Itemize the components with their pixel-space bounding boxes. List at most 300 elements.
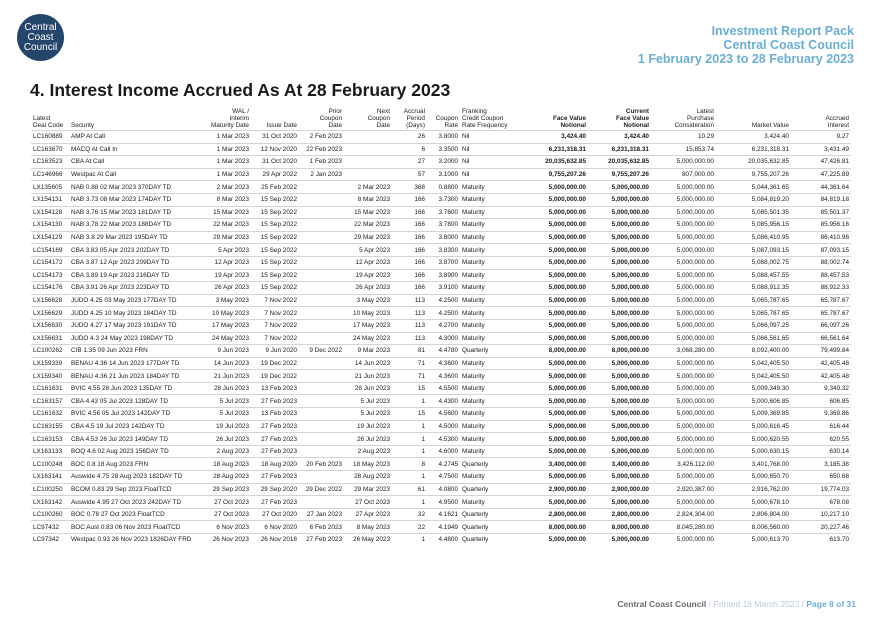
cell-maturity-date: 2 Aug 2023 [216, 448, 249, 456]
cell-next-coupon-date: 26 Jul 2023 [356, 435, 390, 443]
cell-security: BVIC 4.56 05 Jul 2023 142DAY TD [71, 410, 171, 418]
cell-security: NAB 0.88 02 Mar 2023 370DAY TD [71, 183, 172, 191]
col-prior-coupon: Prior Coupon Date [319, 108, 342, 129]
cell-accrued-interest: 616.44 [829, 422, 849, 430]
cell-current-face-value: 5,000,000.00 [611, 334, 649, 342]
cell-coupon-frequency: Maturity [462, 246, 485, 254]
cell-security: CBA 4.53 26 Jul 2023 149DAY TD [71, 435, 168, 443]
cell-market-value: 6,231,318.31 [751, 145, 789, 153]
cell-purchase-consideration: 807,000.00 [682, 171, 714, 179]
cell-issue-date: 27 Feb 2023 [261, 435, 297, 443]
cell-market-value: 5,087,093.15 [751, 246, 789, 254]
cell-accrued-interest: 65,787.67 [820, 309, 849, 317]
cell-current-face-value: 5,000,000.00 [611, 208, 649, 216]
cell-issue-date: 29 Sep 2020 [260, 485, 297, 493]
cell-coupon-frequency: Maturity [462, 410, 485, 418]
cell-accrual-days: 113 [414, 309, 425, 317]
cell-accrued-interest: 620.55 [829, 435, 849, 443]
cell-prior-coupon-date [299, 181, 344, 194]
table-row [31, 269, 851, 282]
cell-security: CBA 3.91 26 Apr 2023 223DAY TD [71, 284, 170, 292]
cell-security: MACQ At Call In [71, 145, 118, 153]
table-row [31, 231, 851, 244]
cell-purchase-consideration: 5,000,000.00 [676, 448, 714, 456]
cell-maturity-date: 1 Mar 2023 [216, 133, 249, 141]
cell-security: CBA 4.5 19 Jul 2023 142DAY TD [71, 422, 165, 430]
col-maturity-date: WAL / Interim Maturity Date [210, 108, 249, 129]
cell-purchase-consideration: 5,000,000.00 [676, 498, 714, 506]
cell-deal-code: LC154176 [33, 284, 63, 292]
col-market-value: Market Value [751, 122, 789, 129]
cell-accrued-interest: 86,410.96 [820, 234, 849, 242]
cell-purchase-consideration: 5,000,000.00 [676, 309, 714, 317]
cell-accrual-days: 26 [417, 133, 425, 141]
cell-next-coupon-date: 28 Aug 2023 [354, 473, 390, 481]
cell-security: BOC 0.8 18 Aug 2023 FRN [71, 460, 149, 468]
cell-maturity-date: 5 Jul 2023 [219, 410, 249, 418]
cell-accrued-interest: 88,912.33 [820, 284, 849, 292]
cell-next-coupon-date: 29 Mar 2023 [354, 234, 390, 242]
cell-next-coupon-date: 27 Apr 2023 [355, 511, 390, 519]
cell-face-value: 8,000,000.00 [548, 347, 586, 355]
cell-face-value: 5,000,000.00 [548, 498, 586, 506]
cell-security: NAB 3.8 29 Mar 2023 195DAY TD [71, 234, 168, 242]
cell-deal-code: LC97432 [33, 523, 59, 531]
cell-coupon-rate: 4.5300 [438, 435, 458, 443]
cell-coupon-rate: 3.8700 [438, 259, 458, 267]
cell-next-coupon-date: 19 Apr 2023 [355, 271, 390, 279]
cell-coupon-rate: 4.2500 [438, 309, 458, 317]
cell-coupon-rate: 4.0800 [438, 485, 458, 493]
cell-current-face-value: 5,000,000.00 [611, 536, 649, 543]
cell-current-face-value: 5,000,000.00 [611, 271, 649, 279]
cell-coupon-frequency: Maturity [462, 498, 485, 506]
col-face-value: Face Value Notional [552, 115, 586, 129]
cell-deal-code: LC154172 [33, 259, 63, 267]
cell-maturity-date: 3 May 2023 [215, 297, 249, 305]
cell-accrual-days: 166 [414, 259, 425, 267]
cell-maturity-date: 26 Jul 2023 [215, 435, 249, 443]
cell-prior-coupon-date: 1 Feb 2023 [309, 158, 342, 166]
table-row [31, 521, 851, 534]
table-row [31, 471, 851, 484]
cell-current-face-value: 3,424.40 [624, 133, 649, 141]
cell-coupon-rate: 4.4780 [438, 347, 458, 355]
cell-coupon-frequency: Maturity [462, 385, 485, 393]
cell-coupon-rate: 4.3000 [438, 334, 458, 342]
cell-prior-coupon-date [299, 219, 344, 232]
cell-coupon-rate: 3.8000 [438, 133, 458, 141]
cell-deal-code: LC163155 [33, 422, 63, 430]
cell-purchase-consideration: 2,824,304.00 [676, 511, 714, 519]
cell-security: CBA 3.87 12 Apr 2023 209DAY TD [71, 259, 170, 267]
cell-maturity-date: 29 Sep 2023 [212, 485, 249, 493]
cell-market-value: 5,000,606.85 [751, 397, 789, 405]
cell-deal-code: LC146966 [33, 171, 63, 179]
cell-issue-date: 13 Feb 2023 [261, 385, 297, 393]
cell-next-coupon-date: 9 Mar 2023 [357, 347, 390, 355]
cell-next-coupon-date: 10 May 2023 [353, 309, 390, 317]
cell-accrued-interest: 3,185.38 [824, 460, 849, 468]
cell-deal-code: LX156630 [33, 322, 63, 330]
cell-coupon-frequency: Maturity [462, 284, 485, 292]
cell-coupon-rate: 4.2745 [438, 460, 458, 468]
cell-coupon-rate: 3.2000 [438, 158, 458, 166]
cell-next-coupon-date: 8 Mar 2023 [357, 196, 390, 204]
cell-deal-code: LC163153 [33, 435, 63, 443]
cell-security: JUDO 4.25 10 May 2023 184DAY TD [71, 309, 177, 317]
cell-coupon-frequency: Maturity [462, 196, 485, 204]
cell-issue-date: 7 Nov 2022 [264, 334, 297, 342]
cell-market-value: 5,088,912.35 [751, 284, 789, 292]
cell-face-value: 5,000,000.00 [548, 410, 586, 418]
cell-market-value: 20,035,632.85 [748, 158, 789, 166]
cell-accrual-days: 1 [421, 473, 425, 481]
table-row [31, 483, 851, 496]
cell-accrual-days: 1 [421, 498, 425, 506]
cell-current-face-value: 5,000,000.00 [611, 422, 649, 430]
table-row [31, 193, 851, 206]
cell-coupon-frequency: Maturity [462, 322, 485, 330]
cell-market-value: 5,000,678.10 [751, 498, 789, 506]
cell-deal-code: LX156631 [33, 334, 63, 342]
cell-market-value: 9,755,207.26 [751, 171, 789, 179]
cell-deal-code: LC163670 [33, 145, 63, 153]
cell-deal-code: LX135605 [33, 183, 63, 191]
cell-purchase-consideration: 5,000,000.00 [676, 284, 714, 292]
cell-security: Auswide 4.95 27 Oct 2023 242DAY TD [71, 498, 182, 506]
cell-issue-date: 19 Dec 2022 [260, 372, 297, 380]
cell-maturity-date: 28 Jun 2023 [213, 385, 249, 393]
cell-current-face-value: 5,000,000.00 [611, 309, 649, 317]
cell-purchase-consideration: 5,000,000.00 [676, 385, 714, 393]
cell-coupon-rate: 4.1621 [438, 511, 458, 519]
cell-issue-date: 26 Nov 2018 [260, 536, 297, 543]
cell-deal-code: LC160889 [33, 133, 63, 141]
table-row [31, 508, 851, 521]
cell-purchase-consideration: 5,000,000.00 [676, 422, 714, 430]
cell-accrual-days: 22 [417, 523, 425, 531]
cell-security: NAB 3.76 15 Mar 2023 181DAY TD [71, 208, 172, 216]
cell-face-value: 5,000,000.00 [548, 372, 586, 380]
cell-accrual-days: 6 [421, 145, 425, 153]
col-purchase-consideration: Latest Purchase Consideration [674, 108, 714, 129]
cell-security: Westpac At Call [71, 171, 116, 179]
cell-issue-date: 7 Nov 2022 [264, 297, 297, 305]
cell-next-coupon-date: 2 Aug 2023 [357, 448, 390, 456]
cell-face-value: 5,000,000.00 [548, 359, 586, 367]
cell-accrued-interest: 88,002.74 [820, 259, 849, 267]
cell-maturity-date: 1 Mar 2023 [216, 158, 249, 166]
cell-market-value: 2,916,762.00 [751, 485, 789, 493]
cell-accrued-interest: 9.27 [836, 133, 849, 141]
cell-accrual-days: 57 [417, 171, 425, 179]
cell-market-value: 5,000,630.15 [751, 448, 789, 456]
cell-security: Westpac 0.93 26 Nov 2023 1826DAY FRD [71, 536, 192, 543]
cell-deal-code: LC161631 [33, 385, 63, 393]
cell-accrued-interest: 606.85 [829, 397, 849, 405]
cell-coupon-rate: 3.7600 [438, 208, 458, 216]
cell-deal-code: LX154131 [33, 196, 63, 204]
cell-coupon-rate: 4.7500 [438, 473, 458, 481]
cell-coupon-frequency: Quarterly [462, 511, 489, 519]
cell-market-value: 8,092,400.00 [751, 347, 789, 355]
cell-prior-coupon-date [299, 471, 344, 484]
cell-purchase-consideration: 5,000,000.00 [676, 334, 714, 342]
cell-current-face-value: 5,000,000.00 [611, 246, 649, 254]
cell-next-coupon-date [344, 156, 392, 169]
table-row [31, 168, 851, 181]
table-row [31, 181, 851, 194]
cell-coupon-rate: 4.3600 [438, 372, 458, 380]
cell-current-face-value: 5,000,000.00 [611, 397, 649, 405]
cell-accrual-days: 61 [417, 485, 425, 493]
cell-maturity-date: 8 Mar 2023 [216, 196, 249, 204]
cell-purchase-consideration: 5,000,000.00 [676, 536, 714, 543]
cell-deal-code: LX163142 [33, 498, 63, 506]
cell-accrual-days: 166 [414, 271, 425, 279]
cell-deal-code: LC100250 [33, 485, 63, 493]
cell-issue-date: 7 Nov 2022 [264, 309, 297, 317]
cell-prior-coupon-date [299, 319, 344, 332]
cell-security: CBA At Call [71, 158, 105, 166]
cell-prior-coupon-date [299, 420, 344, 433]
cell-market-value: 5,086,410.95 [751, 234, 789, 242]
cell-maturity-date: 19 Jul 2023 [215, 422, 249, 430]
cell-accrued-interest: 630.14 [829, 448, 849, 456]
col-deal-code: Latest Deal Code [33, 115, 64, 129]
table-row [31, 294, 851, 307]
cell-issue-date: 27 Feb 2023 [261, 397, 297, 405]
cell-prior-coupon-date [299, 332, 344, 345]
cell-maturity-date: 10 May 2023 [212, 309, 249, 317]
cell-coupon-frequency: Maturity [462, 259, 485, 267]
cell-purchase-consideration: 5,000,000.00 [676, 259, 714, 267]
cell-market-value: 5,085,501.35 [751, 208, 789, 216]
cell-market-value: 8,006,560.00 [751, 523, 789, 531]
cell-prior-coupon-date [299, 256, 344, 269]
cell-accrual-days: 368 [414, 183, 425, 191]
cell-face-value: 5,000,000.00 [548, 309, 586, 317]
cell-deal-code: LC154173 [33, 271, 63, 279]
cell-security: JUDO 4.3 24 May 2023 198DAY TD [71, 334, 173, 342]
cell-current-face-value: 5,000,000.00 [611, 372, 649, 380]
page-footer [617, 599, 856, 609]
table-row [31, 408, 851, 421]
cell-coupon-rate: 4.9500 [438, 498, 458, 506]
cell-accrual-days: 15 [417, 385, 425, 393]
cell-purchase-consideration: 5,000,000.00 [676, 221, 714, 229]
cell-current-face-value: 5,000,000.00 [611, 359, 649, 367]
cell-market-value: 5,085,956.15 [751, 221, 789, 229]
cell-face-value: 5,000,000.00 [548, 259, 586, 267]
cell-prior-coupon-date [299, 408, 344, 421]
cell-issue-date: 15 Sep 2022 [260, 208, 297, 216]
cell-coupon-frequency: Maturity [462, 271, 485, 279]
cell-prior-coupon-date: 20 Feb 2023 [306, 460, 342, 468]
cell-current-face-value: 5,000,000.00 [611, 322, 649, 330]
cell-next-coupon-date: 18 May 2023 [353, 460, 390, 468]
cell-issue-date: 9 Jun 2020 [265, 347, 297, 355]
cell-coupon-frequency: Quarterly [462, 523, 489, 531]
cell-issue-date: 27 Feb 2023 [261, 422, 297, 430]
cell-next-coupon-date: 14 Jun 2023 [354, 359, 390, 367]
footer-organisation: Central Coast Council [617, 599, 707, 609]
col-coupon-rate: Coupon Rate [435, 115, 458, 129]
cell-maturity-date: 9 Jun 2023 [217, 347, 249, 355]
cell-purchase-consideration: 5,000,000.00 [676, 196, 714, 204]
cell-accrued-interest: 79,499.84 [820, 347, 849, 355]
cell-deal-code: LX156628 [33, 297, 63, 305]
cell-security: NAB 3.78 22 Mar 2023 188DAY TD [71, 221, 172, 229]
cell-market-value: 3,424.40 [764, 133, 789, 141]
cell-accrual-days: 166 [414, 208, 425, 216]
cell-next-coupon-date: 5 Apr 2023 [359, 246, 390, 254]
cell-purchase-consideration: 5,000,000.00 [676, 208, 714, 216]
cell-coupon-frequency: Maturity [462, 234, 485, 242]
logo-line-2: Coast [27, 31, 54, 43]
cell-issue-date: 13 Feb 2023 [261, 410, 297, 418]
cell-market-value: 5,088,002.75 [751, 259, 789, 267]
cell-purchase-consideration: 5,000,000.00 [676, 297, 714, 305]
cell-deal-code: LX159339 [33, 359, 63, 367]
table-row [31, 370, 851, 383]
cell-purchase-consideration: 5,000,000.00 [676, 359, 714, 367]
cell-coupon-rate: 4.4800 [438, 536, 458, 543]
cell-maturity-date: 26 Nov 2023 [212, 536, 249, 543]
cell-next-coupon-date: 24 May 2023 [353, 334, 390, 342]
cell-accrual-days: 71 [417, 372, 425, 380]
cell-accrued-interest: 85,501.37 [820, 208, 849, 216]
cell-prior-coupon-date [299, 433, 344, 446]
cell-current-face-value: 20,035,632.85 [608, 158, 649, 166]
cell-face-value: 5,000,000.00 [548, 284, 586, 292]
cell-accrued-interest: 42,405.48 [820, 359, 849, 367]
cell-coupon-rate: 3.9100 [438, 284, 458, 292]
cell-face-value: 5,000,000.00 [548, 271, 586, 279]
cell-security: Auswide 4.75 28 Aug 2023 182DAY TD [71, 473, 183, 481]
cell-accrued-interest: 613.70 [829, 536, 849, 543]
cell-accrued-interest: 87,093.15 [820, 246, 849, 254]
cell-issue-date: 31 Oct 2020 [262, 158, 297, 166]
cell-issue-date: 27 Oct 2020 [262, 511, 297, 519]
cell-issue-date: 6 Nov 2020 [264, 523, 297, 531]
cell-face-value: 5,000,000.00 [548, 234, 586, 242]
cell-coupon-rate: 4.6000 [438, 448, 458, 456]
cell-deal-code: LC163523 [33, 158, 63, 166]
cell-security: BOC Aust 0.83 06 Nov 2023 FloatTCD [71, 523, 181, 531]
cell-face-value: 5,000,000.00 [548, 422, 586, 430]
cell-accrual-days: 166 [414, 221, 425, 229]
cell-purchase-consideration: 15,853.74 [685, 145, 714, 153]
footer-page-number: Page 8 of 31 [806, 599, 856, 609]
table-row [31, 282, 851, 295]
cell-coupon-rate: 4.4300 [438, 397, 458, 405]
cell-deal-code: LX159340 [33, 372, 63, 380]
cell-issue-date: 31 Oct 2020 [262, 133, 297, 141]
cell-market-value: 5,000,650.70 [751, 473, 789, 481]
cell-coupon-rate: 4.2700 [438, 322, 458, 330]
cell-current-face-value: 5,000,000.00 [611, 196, 649, 204]
col-security: Security [71, 122, 95, 129]
cell-coupon-frequency: Maturity [462, 473, 485, 481]
cell-current-face-value: 5,000,000.00 [611, 435, 649, 443]
cell-market-value: 5,000,620.55 [751, 435, 789, 443]
cell-market-value: 5,009,349.30 [751, 385, 789, 393]
table-row [31, 357, 851, 370]
cell-maturity-date: 1 Mar 2023 [216, 171, 249, 179]
cell-face-value: 3,424.40 [561, 133, 586, 141]
cell-next-coupon-date: 26 May 2023 [353, 536, 390, 543]
cell-prior-coupon-date: 6 Feb 2023 [309, 523, 342, 531]
cell-accrual-days: 166 [414, 284, 425, 292]
cell-security: BOQ 4.6 02 Aug 2023 156DAY TD [71, 448, 169, 456]
cell-deal-code: LC163157 [33, 397, 63, 405]
cell-accrued-interest: 65,787.67 [820, 297, 849, 305]
cell-maturity-date: 27 Oct 2023 [214, 498, 249, 506]
cell-current-face-value: 5,000,000.00 [611, 259, 649, 267]
cell-coupon-frequency: Maturity [462, 435, 485, 443]
cell-market-value: 5,000,616.45 [751, 422, 789, 430]
cell-accrual-days: 1 [421, 435, 425, 443]
cell-face-value: 2,800,000.00 [548, 511, 586, 519]
cell-next-coupon-date [344, 131, 392, 144]
table-row [31, 244, 851, 257]
cell-current-face-value: 5,000,000.00 [611, 284, 649, 292]
cell-purchase-consideration: 8,045,280.00 [676, 523, 714, 531]
cell-maturity-date: 26 Apr 2023 [214, 284, 249, 292]
cell-face-value: 5,000,000.00 [548, 397, 586, 405]
cell-next-coupon-date: 8 May 2023 [356, 523, 390, 531]
table-row [31, 206, 851, 219]
cell-accrual-days: 1 [421, 536, 425, 543]
cell-prior-coupon-date [299, 269, 344, 282]
cell-market-value: 5,065,787.65 [751, 309, 789, 317]
cell-purchase-consideration: 5,000,000.00 [676, 372, 714, 380]
cell-face-value: 5,000,000.00 [548, 208, 586, 216]
cell-prior-coupon-date: 9 Dec 2022 [309, 347, 342, 355]
cell-deal-code: LX154128 [33, 208, 63, 216]
cell-prior-coupon-date [299, 357, 344, 370]
cell-deal-code: LX156629 [33, 309, 63, 317]
cell-accrued-interest: 20,227.46 [820, 523, 849, 531]
cell-next-coupon-date: 17 May 2023 [353, 322, 390, 330]
cell-purchase-consideration: 5,000,000.00 [676, 234, 714, 242]
cell-issue-date: 15 Sep 2022 [260, 284, 297, 292]
cell-purchase-consideration: 5,000,000.00 [676, 435, 714, 443]
cell-current-face-value: 3,400,000.00 [611, 460, 649, 468]
cell-coupon-frequency: Maturity [462, 309, 485, 317]
cell-maturity-date: 1 Mar 2023 [216, 145, 249, 153]
cell-issue-date: 7 Nov 2022 [264, 322, 297, 330]
cell-accrued-interest: 66,097.26 [820, 322, 849, 330]
footer-printed-date: / Printed 16 March 2023 / [708, 599, 805, 609]
cell-accrual-days: 166 [414, 246, 425, 254]
cell-current-face-value: 2,800,000.00 [611, 511, 649, 519]
table-row [31, 219, 851, 232]
cell-accrual-days: 113 [414, 322, 425, 330]
cell-issue-date: 25 Feb 2022 [261, 183, 297, 191]
cell-coupon-rate: 3.1000 [438, 171, 458, 179]
cell-coupon-frequency: Maturity [462, 359, 485, 367]
cell-prior-coupon-date [299, 206, 344, 219]
cell-coupon-rate: 3.3500 [438, 145, 458, 153]
table-row [31, 156, 851, 169]
table-body [31, 131, 851, 552]
cell-issue-date: 15 Sep 2022 [260, 234, 297, 242]
cell-face-value: 5,000,000.00 [548, 322, 586, 330]
cell-coupon-frequency: Quarterly [462, 536, 489, 543]
